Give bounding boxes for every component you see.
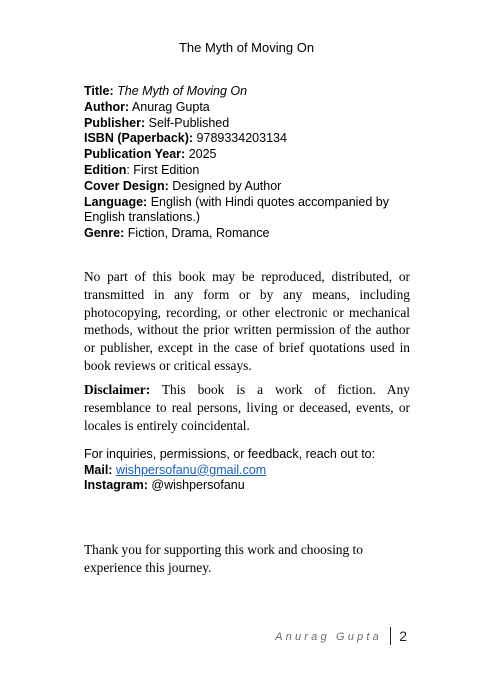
year-label: Publication Year:	[84, 147, 186, 162]
mail-label: Mail:	[84, 462, 113, 477]
page-number: 2	[399, 628, 407, 644]
footer-divider	[390, 627, 392, 645]
title-value: The Myth of Moving On	[117, 84, 248, 98]
cover-value: Designed by Author	[172, 178, 282, 193]
thank-you-note: Thank you for supporting this work and choosing to experience this journey.	[84, 542, 363, 575]
mail-row	[84, 463, 424, 479]
isbn-value: 9789334203134	[196, 131, 287, 146]
book-details	[84, 84, 424, 242]
running-header: The Myth of Moving On	[178, 40, 315, 55]
year-row	[84, 147, 424, 163]
genre-value: Fiction, Drama, Romance	[127, 226, 270, 241]
disclaimer-label: Disclaimer:	[84, 382, 151, 397]
publisher-row	[84, 116, 424, 132]
instagram-label: Instagram:	[84, 478, 148, 492]
language-row	[84, 195, 424, 227]
footer-author: Anurag Gupta	[275, 631, 382, 643]
contact-intro: For inquiries, permissions, or feedback, reach out to:	[84, 447, 376, 461]
copyright-notice: No part of this book may be reproduced, distributed, or transmitted in any form or by any means, including photocopying, recording, or other electronic or mechanical methods, without the prior written permission of the author or publisher, except in the case of brief quotations used in book reviews or critical essays.	[84, 269, 410, 373]
mail-link[interactable]: wishpersofanu@gmail.com	[115, 462, 267, 477]
publisher-label: Publisher:	[84, 115, 146, 130]
language-label: Language:	[84, 194, 148, 209]
publisher-value: Self-Published	[148, 115, 230, 130]
disclaimer-paragraph	[84, 381, 410, 434]
author-label: Author:	[84, 99, 130, 114]
disclaimer-text: This book is a work of fiction. Any resemblance to real persons, living or deceased, events, or locales is entirely coincidental.	[84, 382, 410, 433]
contact-info	[84, 447, 424, 494]
isbn-label: ISBN (Paperback):	[84, 131, 194, 146]
isbn-row	[84, 131, 424, 147]
edition-row	[84, 163, 424, 179]
genre-label: Genre:	[84, 226, 125, 241]
title-label: Title:	[84, 84, 114, 98]
title-row	[84, 84, 424, 100]
instagram-handle: @wishpersofanu	[151, 478, 245, 492]
year-value: 2025	[188, 147, 217, 162]
author-value: Anurag Gupta	[131, 99, 210, 114]
page-footer	[240, 627, 410, 647]
cover-label: Cover Design:	[84, 178, 169, 193]
instagram-row	[84, 478, 424, 494]
edition-value: : First Edition	[126, 162, 200, 177]
language-value: English (with Hindi quotes accompanied by English translations.)	[84, 194, 390, 225]
author-row	[84, 100, 424, 116]
edition-label: Edition	[84, 162, 127, 177]
cover-row	[84, 179, 424, 195]
genre-row	[84, 226, 424, 242]
